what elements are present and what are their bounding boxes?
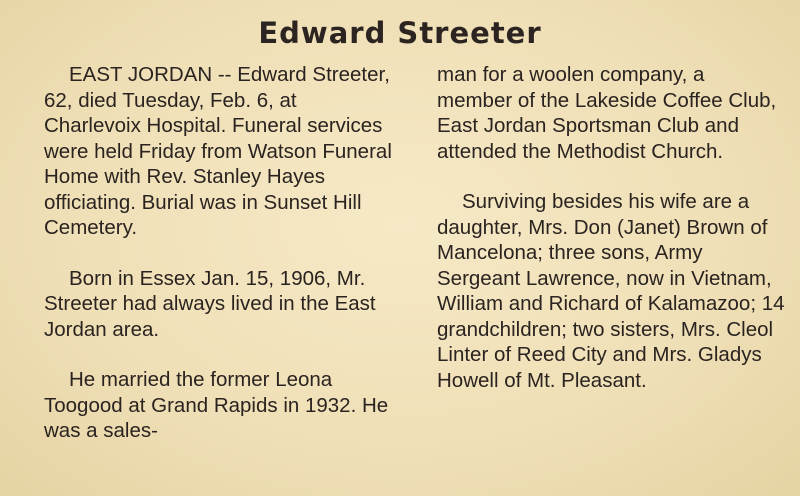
right-column [437, 62, 785, 418]
paragraph-marriage: He married the former Leona Toogood at Grand Rapids in 1932. He was a sales- [44, 368, 389, 442]
headline: Edward Streeter [258, 16, 542, 50]
left-column [44, 62, 392, 469]
paragraph-career-continued: man for a woolen company, a member of the Lakeside Coffee Club, East Jordan Sportsman Club and attended the Methodist Church. [437, 63, 777, 163]
paragraph-survivors: Surviving besides his wife are a daughter, Mrs. Don (Janet) Brown of Mancelona; three sons, Army Sergeant Lawrence, now in Vietnam, William and Richard of Kalamazoo; 14 grandchildren; two sisters, Mrs. Cleol Linter of Reed City and Mrs. Gladys Howell of Mt. Pleasant. [437, 190, 785, 392]
paragraph-birth: Born in Essex Jan. 15, 1906, Mr. Streeter had always lived in the East Jordan area. [44, 266, 376, 341]
paragraph-death-notice: EAST JORDAN -- Edward Streeter, 62, died Tuesday, Feb. 6, at Charlevoix Hospital. Funeral services were held Friday from Watson Funeral Home with Rev. Stanley Hayes officiating. Burial was in Sunset Hill Cemetery. [44, 63, 392, 239]
